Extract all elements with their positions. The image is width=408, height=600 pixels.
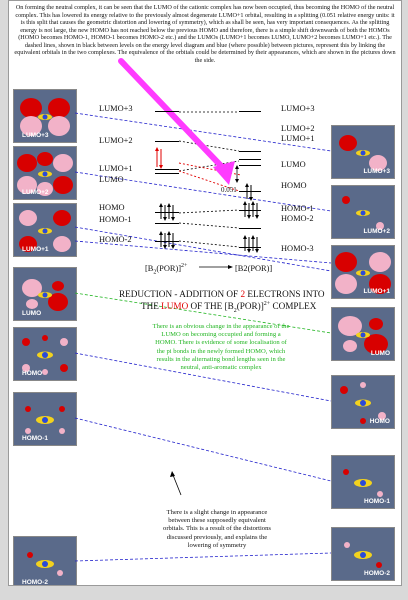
level-right-homo-3 xyxy=(239,247,261,248)
level-right-lumo xyxy=(239,165,261,166)
label-left-lumo: LUMO xyxy=(99,175,124,184)
label-right-lumo: LUMO xyxy=(281,160,306,169)
label-left-lumo+3: LUMO+3 xyxy=(99,104,133,113)
splitting-value: 0.051 xyxy=(221,186,237,194)
intro-paragraph: On forming the neutral complex, it can be seen that the LUMO of the cationic complex has now been occupied, thus becoming the HOMO of the neutral complex. This has lowered its energy relative to the previously almost degenerate LUMO+1 orbital, resulting in a splitting (0.051 relative energy units: it is this split that causes the geometric distortion and lowering of symmetry), which as shall be seen, has very important consequences. As the splitting energy is not large, the new HOMO has not reached below the previous HOMO and therefore, there is a simple shift downwards of both the HOMOs (HOMO becomes HOMO-1, HOMO-1 becomes HOMO-2 etc.) and the LUMOs (LUMO+1 becomes LUMO, LUMO+2 becomes LUMO+1 etc.). The dashed lines, shown in black between levels on the energy level diagram and blue (where possible) between pictures, represent this by linking the equivalent orbitals in the two complexes. The equivalence of the orbitals could be determined by their appearances, which are shown in the pictures down the side. xyxy=(14,4,396,64)
thumb-label: LUMO xyxy=(370,350,390,357)
thumb-label: LUMO xyxy=(22,310,42,317)
title-lumo: LUMO xyxy=(161,301,189,312)
thumb-label: LUMO+3 xyxy=(363,168,390,175)
title-electron-count: 2 xyxy=(240,289,246,299)
level-right-lumo+2 xyxy=(239,151,261,152)
title-text: OF THE [B xyxy=(188,301,234,312)
level-left-lumo xyxy=(155,173,179,174)
level-left-homo-1 xyxy=(155,223,179,224)
electron-pair-left-homo-2 xyxy=(159,231,175,249)
thumb-label: HOMO-1 xyxy=(364,498,390,505)
title-text: REDUCTION - ADDITION OF xyxy=(119,289,241,299)
complex-left-mid: (POR)] xyxy=(156,263,182,273)
label-left-homo: HOMO xyxy=(99,203,125,212)
thumb-label: HOMO-2 xyxy=(364,570,390,577)
level-link-homo-1 xyxy=(179,223,239,228)
thumb-label: HOMO-2 xyxy=(22,579,48,586)
title-text: COMPLEX xyxy=(270,301,317,312)
title-text: THE xyxy=(141,301,162,312)
label-left-homo-2: HOMO-2 xyxy=(99,235,132,244)
thumb-label: LUMO+1 xyxy=(363,288,390,295)
label-right-homo-3: HOMO-3 xyxy=(281,244,314,253)
section-title-line2 xyxy=(141,301,316,314)
thumb-label: HOMO-1 xyxy=(22,435,48,442)
level-left-homo-2 xyxy=(155,241,179,242)
label-right-homo: HOMO xyxy=(281,181,307,190)
electron-pair-left-lumo-added xyxy=(155,147,163,169)
section-title-line1 xyxy=(119,289,325,299)
note-lumo-homo-change: There is an obvious change in the appearance of the LUMO on becoming occupied and forming a HOMO. There is evidence of some localisation of the pi bonds in the newly formed HOMO, which results in the alternating bond lengths seen in the neutral, anti-aromatic complex xyxy=(152,323,290,372)
link-line-homo-2 xyxy=(75,553,331,561)
complex-right-label: [B2(POR)] xyxy=(235,264,273,273)
label-left-lumo+1: LUMO+1 xyxy=(99,164,133,173)
level-left-lumo+3 xyxy=(155,111,179,112)
level-right-homo xyxy=(239,191,261,192)
level-right-lumo+1 xyxy=(239,159,261,160)
thumb-label: HOMO xyxy=(22,370,43,377)
title-text: ELECTRONS INTO xyxy=(245,289,325,299)
level-right-homo-2 xyxy=(239,228,261,229)
thumb-label: HOMO xyxy=(369,418,390,425)
thumb-label: LUMO+2 xyxy=(22,189,49,196)
title-charge: 2+ xyxy=(263,301,271,307)
complex-left-label xyxy=(145,263,187,275)
slide xyxy=(8,0,402,586)
level-link-homo-2 xyxy=(179,241,239,247)
level-left-lumo+2 xyxy=(155,141,179,142)
thumb-label: LUMO+1 xyxy=(22,246,49,253)
label-right-homo-1: HOMO-1 xyxy=(281,204,314,213)
level-link-homo xyxy=(179,210,239,213)
title-sub: 2 xyxy=(233,307,237,314)
label-left-lumo+2: LUMO+2 xyxy=(99,136,133,145)
level-right-homo-1 xyxy=(239,210,261,211)
thumb-label: LUMO+2 xyxy=(363,228,390,235)
complex-left-base: [B xyxy=(145,263,154,273)
complex-left-sub: 2 xyxy=(153,269,157,276)
note-pointer xyxy=(173,475,181,495)
thumb-label: LUMO+3 xyxy=(22,132,49,139)
label-right-lumo+2: LUMO+2 xyxy=(281,124,315,133)
level-left-homo xyxy=(155,212,179,213)
level-left-lumo+1 xyxy=(155,169,179,170)
label-right-lumo+3: LUMO+3 xyxy=(281,104,315,113)
label-right-lumo+1: LUMO+1 xyxy=(281,134,315,143)
reduction-arrow-shaft xyxy=(121,61,224,169)
complex-left-charge: 2+ xyxy=(181,263,188,269)
level-right-lumo+3 xyxy=(239,111,261,112)
title-text: (POR)] xyxy=(236,301,264,312)
label-left-homo-1: HOMO-1 xyxy=(99,215,132,224)
note-slight-change: There is a slight change in appearance between these supposedly equivalent orbitals. This is a result of the distortions discussed previously, and explains the lowering of symmetry xyxy=(163,509,271,549)
link-line-homo-1 xyxy=(75,418,331,481)
label-right-homo-2: HOMO-2 xyxy=(281,214,314,223)
electron-pair-right-homo-3 xyxy=(243,235,259,253)
